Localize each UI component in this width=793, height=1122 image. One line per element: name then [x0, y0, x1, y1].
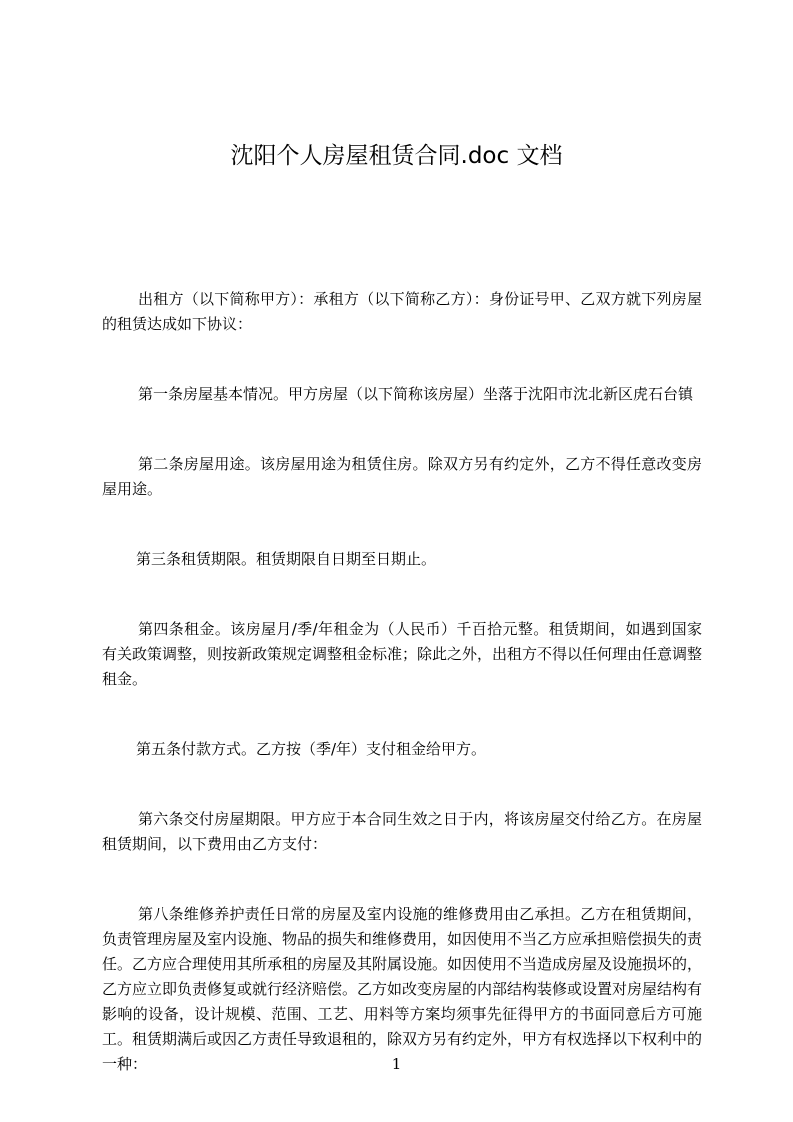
document-body: [102, 287, 702, 1122]
paragraph-article-2: 第二条房屋用途。该房屋用途为租赁住房。除双方另有约定外，乙方不得任意改变房屋用途。: [102, 455, 702, 498]
page-number: 1: [391, 1055, 402, 1073]
paragraph-article-6: 第六条交付房屋期限。甲方应于本合同生效之日于内，将该房屋交付给乙方。在房屋租赁期间，以下费用由乙方支付：: [102, 810, 702, 853]
paragraph-article-8: 第八条维修养护责任日常的房屋及室内设施的维修费用由乙承担。乙方在租赁期间，负责管理房屋及室内设施、物品的损失和维修费用，如因使用不当乙方应承担赔偿损失的责任。乙方应合理使用其所承租的房屋及其附属设施。如因使用不当造成房屋及设施损坏的，乙方应立即负责修复或就行经济赔偿。乙方如改变房屋的内部结构装修或设置对房屋结构有影响的设备，设计规模、范围、工艺、用料等方案均须事先征得甲方的书面同意后方可施工。租赁期满后或因乙方责任导致退租的，除双方另有约定外，甲方有权选择以下权利中的一种：: [102, 905, 703, 1073]
paragraph-parties: 出租方（以下简称甲方）：承租方（以下简称乙方）：身份证号甲、乙双方就下列房屋的租赁达成如下协议：: [102, 290, 702, 333]
paragraph-article-3: 第三条租赁期限。租赁期限自日期至日期止。: [136, 550, 437, 568]
paragraph-article-5: 第五条付款方式。乙方按（季/年）支付租金给甲方。: [136, 740, 487, 758]
paragraph-article-4: 第四条租金。该房屋月/季/年租金为（人民币）千百拾元整。租赁期间，如遇到国家有关政策调整，则按新政策规定调整租金标准；除此之外，出租方不得以任何理由任意调整租金。: [102, 620, 703, 688]
document-title: 沈阳个人房屋租赁合同.doc 文档: [230, 143, 563, 169]
paragraph-article-1: 第一条房屋基本情况。甲方房屋（以下简称该房屋）坐落于沈阳市沈北新区虎石台镇: [138, 385, 694, 403]
